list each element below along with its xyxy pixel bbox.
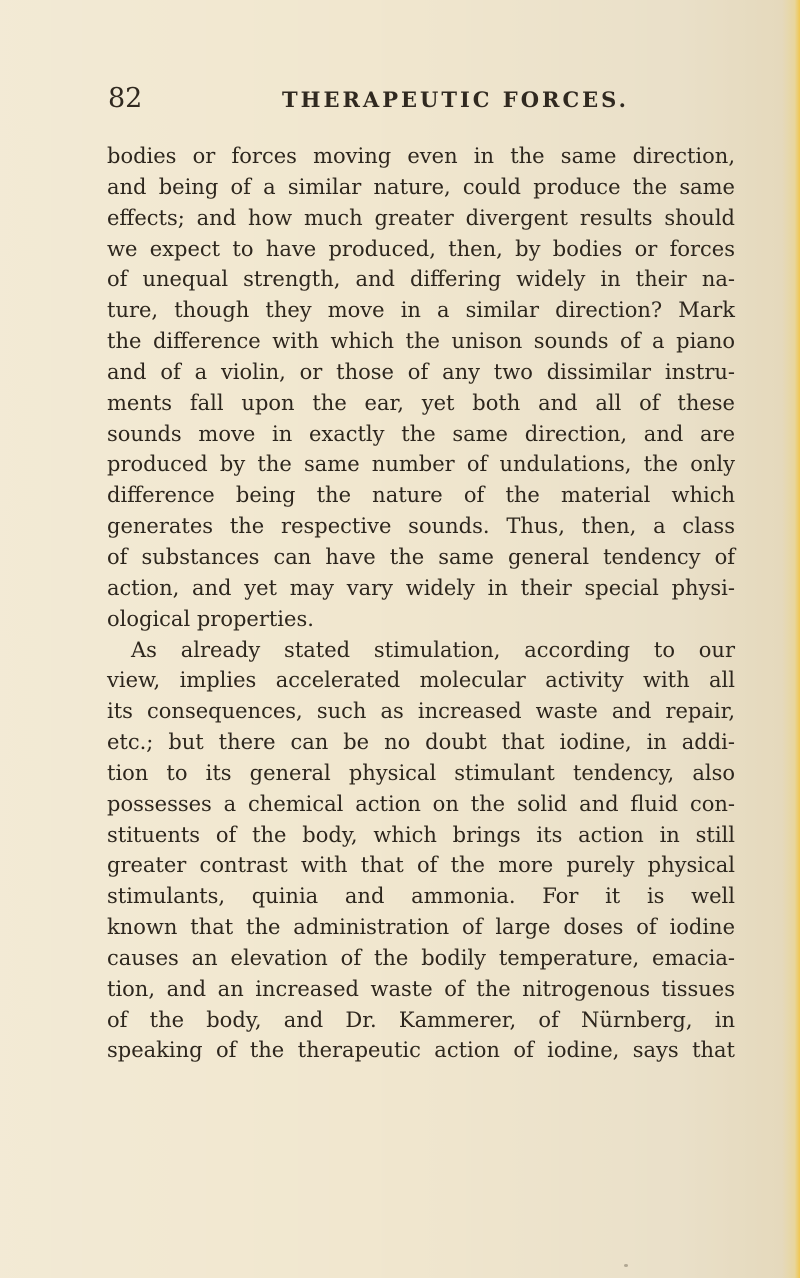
text-line: the difference with which the unison sounds of a piano xyxy=(107,329,735,354)
text-line: greater contrast with that of the more purely physical xyxy=(107,853,735,878)
text-line: ments fall upon the ear, yet both and all of these xyxy=(107,390,735,415)
text-line: generates the respective sounds. Thus, then, a class xyxy=(107,514,735,539)
running-head: THERAPEUTIC FORCES. xyxy=(282,87,629,112)
text-line: stimulants, quinia and ammonia. For it is well xyxy=(107,884,735,909)
text-line: difference being the nature of the material which xyxy=(107,483,735,508)
text-line: ture, though they move in a similar direction? Mark xyxy=(107,298,735,323)
text-line: and being of a similar nature, could produce the same xyxy=(107,174,735,199)
text-line: view, implies accelerated molecular activity with all xyxy=(107,668,735,693)
text-line: its consequences, such as increased waste and repair, xyxy=(107,699,735,724)
text-line: sounds move in exactly the same direction, and are xyxy=(107,421,735,446)
text-line: causes an elevation of the bodily temperature, emacia- xyxy=(107,945,735,970)
text-line: speaking of the therapeutic action of iodine, says that xyxy=(107,1038,735,1063)
text-line: possesses a chemical action on the solid and fluid con- xyxy=(107,791,735,816)
page-edge-gilding xyxy=(782,0,800,1278)
text-line: bodies or forces moving even in the same direction, xyxy=(107,144,735,168)
text-line: etc.; but there can be no doubt that iodine, in addi- xyxy=(107,730,735,755)
text-line: action, and yet may vary widely in their special physi- xyxy=(107,575,735,600)
text-line: and of a violin, or those of any two dissimilar instru- xyxy=(107,359,735,384)
text-line: tion to its general physical stimulant tendency, also xyxy=(107,760,735,785)
body-text xyxy=(107,141,735,1066)
text-line: produced by the same number of undulations, the only xyxy=(107,452,735,477)
text-line: of the body, and Dr. Kammerer, of Nürnberg, in xyxy=(107,1007,735,1032)
text-line: ological properties. xyxy=(107,606,314,631)
text-line: effects; and how much greater divergent results should xyxy=(107,205,735,230)
text-line: we expect to have produced, then, by bodies or forces xyxy=(107,236,735,261)
paper-speck xyxy=(624,1264,628,1267)
text-line: of substances can have the same general tendency of xyxy=(107,544,735,569)
text-line: of unequal strength, and differing widely in their na- xyxy=(107,267,735,292)
text-line: known that the administration of large doses of iodine xyxy=(107,915,735,940)
page-number: 82 xyxy=(108,83,143,114)
text-line: tion, and an increased waste of the nitrogenous tissues xyxy=(107,976,735,1001)
text-line: stituents of the body, which brings its action in still xyxy=(107,822,735,847)
text-line-paragraph-start: As already stated stimulation, according to our xyxy=(131,637,735,662)
